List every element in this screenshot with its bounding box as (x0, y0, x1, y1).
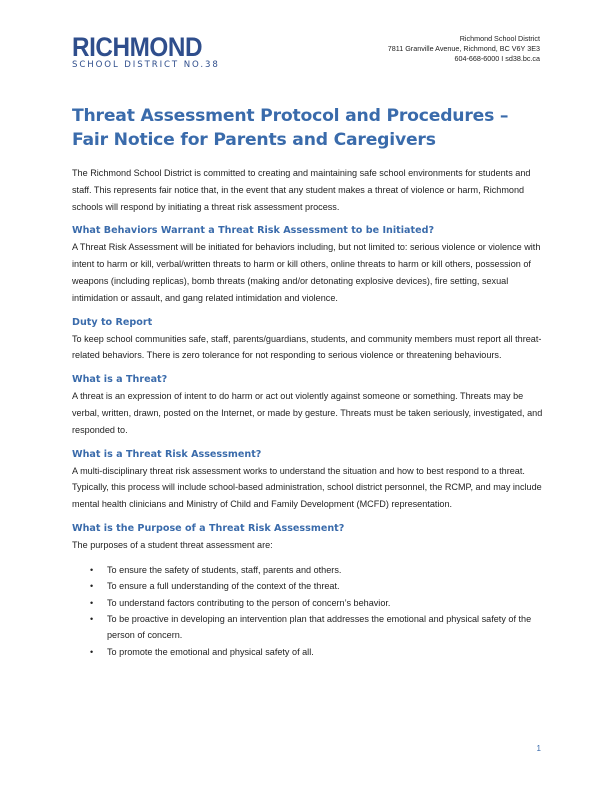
list-item: • To understand factors contributing to the person of concern’s behavior. (72, 595, 544, 611)
contact-block (388, 34, 540, 64)
district-logo (72, 32, 220, 71)
section-heading-duty: Duty to Report (72, 316, 153, 328)
bullet-icon: • (90, 613, 94, 624)
page-number: 1 (536, 744, 541, 753)
list-item: • To be proactive in developing an intervention plan that addresses the emotional and physical safety of the person of concern. (72, 611, 544, 644)
bullet-icon: • (90, 564, 94, 575)
list-item: • To ensure the safety of students, staff, parents and others. (72, 562, 544, 578)
logo-wordmark: RICHMOND (72, 32, 203, 62)
logo-subtitle: SCHOOL DISTRICT NO.38 (72, 60, 220, 70)
section-heading-behaviors: What Behaviors Warrant a Threat Risk Assessment to be Initiated? (72, 225, 435, 237)
purpose-list (72, 562, 544, 660)
section-heading-assessment: What is a Threat Risk Assessment? (72, 448, 262, 460)
section-heading-purpose: What is the Purpose of a Threat Risk Assessment? (72, 522, 345, 534)
contact-org: Richmond School District (459, 34, 540, 43)
intro-paragraph: The Richmond School District is committed to creating and maintaining safe school environments for students and staff. This represents fair notice that, in the event that any student makes a threat of violence or harm, Richmond schools will respond by initiating a threat risk assessment process. (72, 168, 531, 212)
section-body-behaviors: A Threat Risk Assessment will be initiated for behaviors including, but not limited to: serious violence or violence with intent to harm or kill, verbal/written threats to harm or kill others, online threats to harm or kill others, possession of weapons (including replicas), bomb threats (making and/or detonating explosive devices), fire setting, sexual intimidation or assault, and gang related intimidation and violence. (72, 242, 541, 303)
section-body-threat: A threat is an expression of intent to do harm or act out violently against someone or something. Threats may be verbal, written, drawn, posted on the Internet, or made by gesture. Threats must be taken seriously, investigated, and responded to. (72, 391, 543, 435)
section-heading-threat: What is a Threat? (72, 374, 168, 386)
contact-phone-web: 604-668-6000 I sd38.bc.ca (454, 54, 540, 63)
list-item: • To promote the emotional and physical safety of all. (72, 644, 544, 660)
bullet-icon: • (90, 597, 94, 608)
title-line-2: Fair Notice for Parents and Caregivers (72, 130, 436, 150)
section-body-purpose: The purposes of a student threat assessment are: (72, 539, 273, 550)
page-title (72, 104, 542, 152)
list-item: • To ensure a full understanding of the context of the threat. (72, 578, 544, 594)
title-line-1: Threat Assessment Protocol and Procedures – (72, 106, 509, 126)
document-body (72, 165, 544, 660)
section-body-duty: To keep school communities safe, staff, parents/guardians, students, and community members must report all threat-related behaviors. There is zero tolerance for not responding to serious violence or threatening behaviours. (72, 333, 542, 361)
section-body-assessment: A multi-disciplinary threat risk assessment works to understand the situation and how to best respond to a threat. Typically, this process will include school-based administration, school district personnel, the RCMP, and may include mental health clinicians and Ministry of Child and Family Development (MCFD) representation. (72, 465, 542, 510)
bullet-icon: • (90, 646, 94, 657)
bullet-icon: • (90, 581, 94, 592)
contact-address: 7811 Granville Avenue, Richmond, BC V6Y 3E3 (387, 44, 540, 53)
